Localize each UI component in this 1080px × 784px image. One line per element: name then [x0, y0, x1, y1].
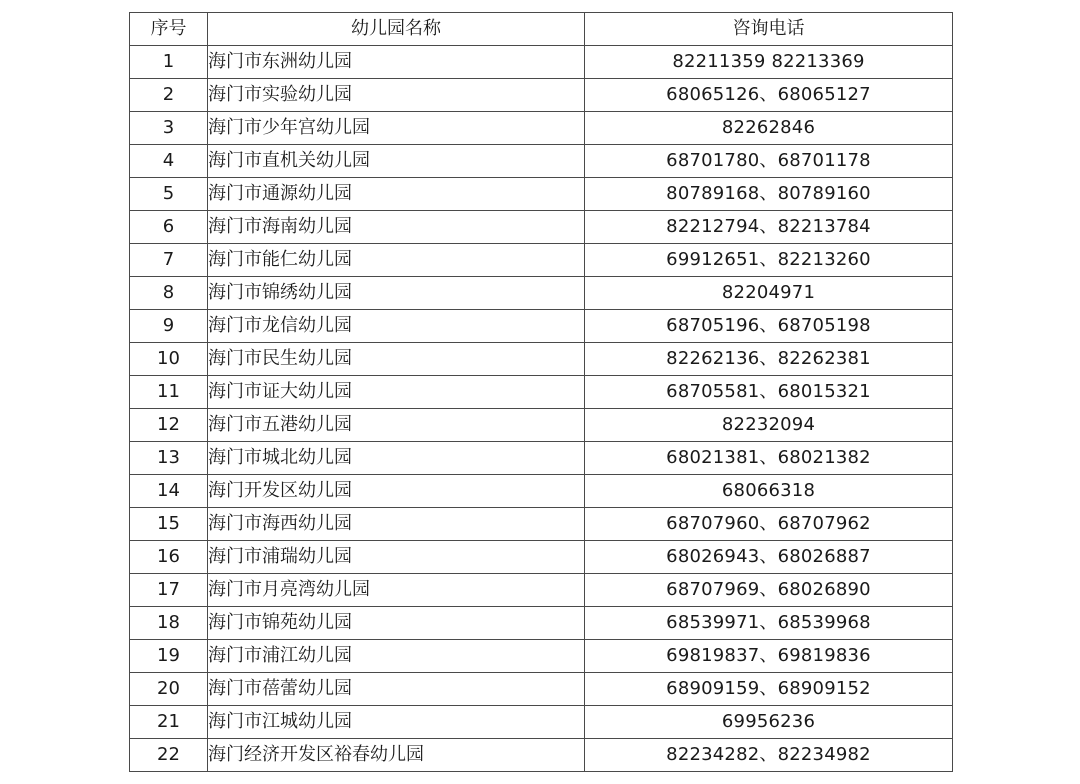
kindergarten-name: 海门市五港幼儿园 [208, 409, 585, 442]
table-row [130, 277, 953, 310]
kindergarten-name: 海门市海南幼儿园 [208, 211, 585, 244]
kindergarten-name: 海门市蓓蕾幼儿园 [208, 673, 585, 706]
table-row [130, 673, 953, 706]
table-row [130, 46, 953, 79]
phone-numbers: 69819837、69819836 [585, 640, 953, 673]
table-row [130, 442, 953, 475]
kindergarten-table [129, 12, 953, 772]
table-row [130, 310, 953, 343]
phone-numbers: 82232094 [585, 409, 953, 442]
phone-numbers: 68026943、68026887 [585, 541, 953, 574]
kindergarten-name: 海门市城北幼儿园 [208, 442, 585, 475]
table-row [130, 640, 953, 673]
row-number: 17 [130, 574, 208, 607]
phone-numbers: 82211359 82213369 [585, 46, 953, 79]
row-number: 9 [130, 310, 208, 343]
table-row [130, 79, 953, 112]
phone-numbers: 68705196、68705198 [585, 310, 953, 343]
header-consult-phone: 咨询电话 [585, 13, 953, 46]
row-number: 10 [130, 343, 208, 376]
phone-numbers: 68021381、68021382 [585, 442, 953, 475]
kindergarten-name: 海门市实验幼儿园 [208, 79, 585, 112]
header-kindergarten-name: 幼儿园名称 [208, 13, 585, 46]
table-row [130, 178, 953, 211]
kindergarten-name: 海门市月亮湾幼儿园 [208, 574, 585, 607]
phone-numbers: 82262846 [585, 112, 953, 145]
row-number: 18 [130, 607, 208, 640]
row-number: 7 [130, 244, 208, 277]
kindergarten-name: 海门市东洲幼儿园 [208, 46, 585, 79]
kindergarten-name: 海门市锦绣幼儿园 [208, 277, 585, 310]
row-number: 5 [130, 178, 208, 211]
kindergarten-name: 海门市直机关幼儿园 [208, 145, 585, 178]
row-number: 14 [130, 475, 208, 508]
phone-numbers: 69956236 [585, 706, 953, 739]
phone-numbers: 68909159、68909152 [585, 673, 953, 706]
phone-numbers: 68066318 [585, 475, 953, 508]
row-number: 16 [130, 541, 208, 574]
phone-numbers: 68705581、68015321 [585, 376, 953, 409]
table-row [130, 112, 953, 145]
row-number: 8 [130, 277, 208, 310]
row-number: 11 [130, 376, 208, 409]
phone-numbers: 68539971、68539968 [585, 607, 953, 640]
row-number: 21 [130, 706, 208, 739]
table-row [130, 244, 953, 277]
table-row [130, 541, 953, 574]
kindergarten-name: 海门市少年宫幼儿园 [208, 112, 585, 145]
phone-numbers: 82262136、82262381 [585, 343, 953, 376]
row-number: 19 [130, 640, 208, 673]
kindergarten-name: 海门市证大幼儿园 [208, 376, 585, 409]
kindergarten-name: 海门开发区幼儿园 [208, 475, 585, 508]
table-row [130, 574, 953, 607]
row-number: 12 [130, 409, 208, 442]
kindergarten-name: 海门市浦瑞幼儿园 [208, 541, 585, 574]
row-number: 22 [130, 739, 208, 772]
table-row [130, 508, 953, 541]
phone-numbers: 82212794、82213784 [585, 211, 953, 244]
kindergarten-name: 海门市民生幼儿园 [208, 343, 585, 376]
kindergarten-name: 海门市海西幼儿园 [208, 508, 585, 541]
table-row [130, 706, 953, 739]
row-number: 15 [130, 508, 208, 541]
phone-numbers: 82204971 [585, 277, 953, 310]
phone-numbers: 68707969、68026890 [585, 574, 953, 607]
phone-numbers: 80789168、80789160 [585, 178, 953, 211]
phone-numbers: 82234282、82234982 [585, 739, 953, 772]
kindergarten-name: 海门市通源幼儿园 [208, 178, 585, 211]
phone-numbers: 68701780、68701178 [585, 145, 953, 178]
phone-numbers: 69912651、82213260 [585, 244, 953, 277]
table-header-row [130, 13, 953, 46]
table-row [130, 409, 953, 442]
row-number: 4 [130, 145, 208, 178]
phone-numbers: 68065126、68065127 [585, 79, 953, 112]
table-row [130, 739, 953, 772]
row-number: 1 [130, 46, 208, 79]
table-row [130, 607, 953, 640]
row-number: 20 [130, 673, 208, 706]
row-number: 2 [130, 79, 208, 112]
table-row [130, 343, 953, 376]
kindergarten-name: 海门市能仁幼儿园 [208, 244, 585, 277]
table-row [130, 211, 953, 244]
table-row [130, 475, 953, 508]
table-row [130, 145, 953, 178]
kindergarten-name: 海门市龙信幼儿园 [208, 310, 585, 343]
row-number: 3 [130, 112, 208, 145]
row-number: 6 [130, 211, 208, 244]
table-row [130, 376, 953, 409]
kindergarten-name: 海门市浦江幼儿园 [208, 640, 585, 673]
kindergarten-name: 海门市江城幼儿园 [208, 706, 585, 739]
phone-numbers: 68707960、68707962 [585, 508, 953, 541]
header-serial-number: 序号 [130, 13, 208, 46]
row-number: 13 [130, 442, 208, 475]
kindergarten-name: 海门市锦苑幼儿园 [208, 607, 585, 640]
kindergarten-name: 海门经济开发区裕春幼儿园 [208, 739, 585, 772]
